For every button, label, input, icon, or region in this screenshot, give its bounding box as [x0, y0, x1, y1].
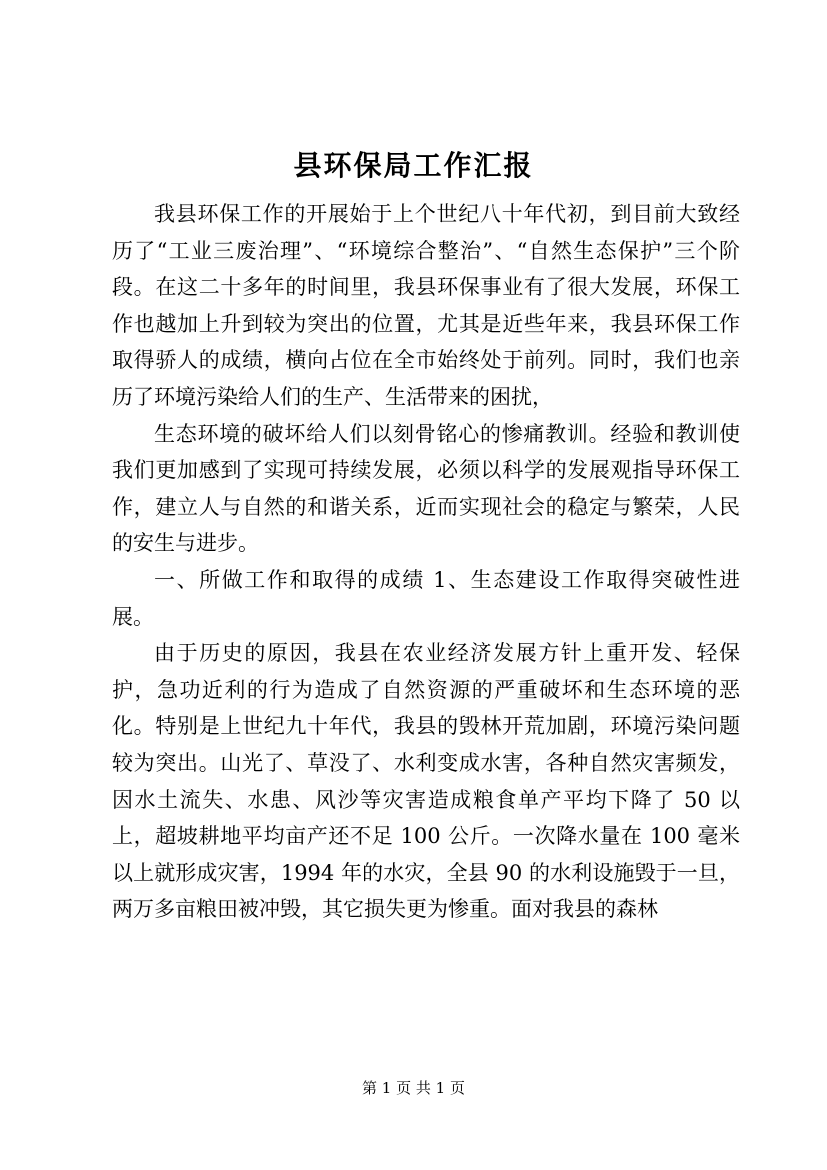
- paragraph-2: 生态环境的破坏给人们以刻骨铭心的惨痛教训。经验和教训使我们更加感到了实现可持续发展，必须以科学的发展观指导环保工作，建立人与自然的和谐关系，近而实现社会的稳定与繁荣，人民的安生与进步。: [112, 421, 740, 556]
- page-footer: 第 1 页 共 1 页: [362, 1079, 465, 1097]
- document-title: 县环保局工作汇报: [293, 149, 534, 182]
- paragraph-4: 由于历史的原因，我县在农业经济发展方针上重开发、轻保护，急功近利的行为造成了自然资源的严重破坏和生态环境的恶化。特别是上世纪九十年代，我县的毁林开荒加剧，环境污染问题较为突出。山光了、草没了、水利变成水害，各种自然灾害频发，因水土流失、水患、风沙等灾害造成粮食单产平均下降了 50 以上，超坡耕地平均亩产还不足 100 公斤。一次降水量在 100 毫米以上就形成灾害，1994 年的水灾，全县 90 的水利设施毁于一旦，两万多亩粮田被冲毁，其它损失更为惨重。面对我县的森林: [112, 641, 740, 922]
- document-body: [112, 196, 740, 928]
- paragraph-1: 我县环保工作的开展始于上个世纪八十年代初，到目前大致经历了“工业三废治理”、“环境综合整治”、“自然生态保护”三个阶段。在这二十多年的时间里，我县环保事业有了很大发展，环保工作也越加上升到较为突出的位置，尤其是近些年来，我县环保工作取得骄人的成绩，横向占位在全市始终处于前列。同时，我们也亲历了环境污染给人们的生产、生活带来的困扰，: [112, 202, 740, 409]
- paragraph-3: 一、所做工作和取得的成绩 1、生态建设工作取得突破性进展。: [112, 567, 740, 629]
